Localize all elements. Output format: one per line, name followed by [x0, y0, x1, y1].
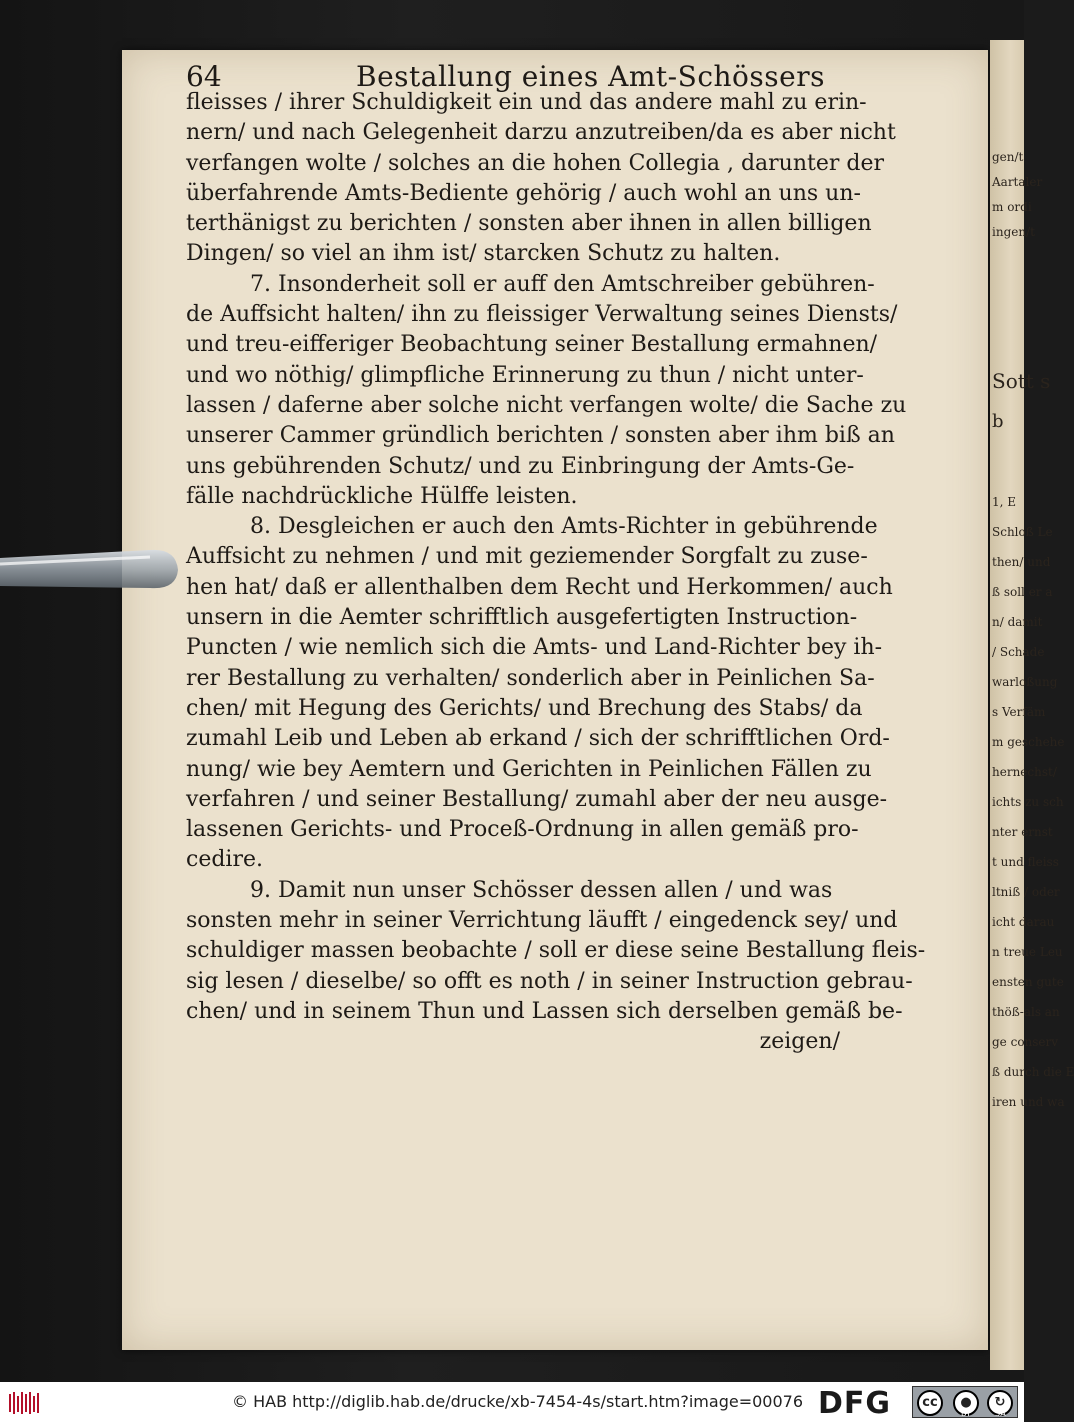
next-page-fragment: ltniß / oder [992, 885, 1060, 899]
text-line: fleisses / ihrer Schuldigkeit ein und das andere mahl zu erin- [186, 90, 867, 115]
page-number: 64 [186, 60, 222, 93]
next-page-fragment: t und fleiss [992, 855, 1059, 869]
next-page-fragment: Schloß Le [992, 525, 1053, 539]
cc-icon: cc [917, 1390, 943, 1416]
sa-label: SA [995, 1409, 1006, 1418]
text-line: nern/ und nach Gelegenheit darzu anzutreiben/da es aber nicht [186, 120, 896, 146]
text-line: de Auffsicht halten/ ihn zu fleissiger Verwaltung seines Diensts/ [186, 302, 898, 328]
next-page-fragment: gen/t [992, 150, 1024, 164]
text-line: schuldiger massen beobachte / soll er diese seine Bestallung fleis- [186, 938, 926, 964]
text-line: nung/ wie bey Aemtern und Gerichten in Peinlichen Fällen zu [186, 756, 872, 782]
text-line: zumahl Leib und Leben ab erkand / sich der schrifftlichen Ord- [186, 726, 890, 752]
text-line: Auffsicht zu nehmen / und mit geziemender Sorgfalt zu zuse- [186, 544, 868, 570]
paragraph-start: 8. Desgleichen er auch den Amts-Richter in gebührende [250, 514, 878, 540]
viewer-footer [0, 1382, 1024, 1422]
dfg-logo[interactable]: DFG [818, 1386, 892, 1421]
text-line: sig lesen / dieselbe/ so offt es noth / in seiner Instruction gebrau- [186, 968, 913, 994]
text-line: und treu-eifferiger Beobachtung seiner Bestallung ermahnen/ [186, 332, 878, 358]
next-page-fragment: n treue Leu [992, 945, 1063, 959]
next-page-fragment: ensten gute [992, 975, 1064, 989]
next-page-fragment: ge conserv [992, 1035, 1059, 1049]
running-head: Bestallung eines Amt-Schössers [356, 60, 825, 93]
text-line: Puncten / wie nemlich sich die Amts- und Land-Richter bey ih- [186, 635, 883, 661]
copyright-link[interactable]: © HAB http://diglib.hab.de/drucke/xb-7454-4s/start.htm?image=00076 [232, 1392, 803, 1411]
text-line: fälle nachdrückliche Hülffe leisten. [186, 483, 578, 509]
next-page-fragment: s Verfäm [992, 705, 1046, 719]
next-page-fragment: b [992, 411, 1004, 432]
text-line: rer Bestallung zu verhalten/ sonderlich aber in Peinlichen Sa- [186, 665, 875, 691]
text-line: lassen / daferne aber solche nicht verfangen wolte/ die Sache zu [186, 392, 907, 418]
next-page-fragment: ingen/t [992, 225, 1035, 239]
text-line: verfangen wolte / solches an die hohen Collegia , darunter der [186, 150, 884, 176]
by-label: BY [961, 1409, 971, 1418]
text-line: terthänigst zu berichten / sonsten aber ihnen in allen billigen [186, 211, 872, 237]
next-page-fragment: iren und wa [992, 1095, 1065, 1109]
next-page-fragment: icht darau [992, 915, 1055, 929]
text-line: verfahren / und seiner Bestallung/ zumahl aber der neu ausge- [186, 786, 888, 812]
next-page-fragment: Sott s [992, 369, 1051, 393]
next-page-fragment: thöß-als an [992, 1005, 1060, 1019]
next-page-fragment: ichts zu sch [992, 795, 1064, 809]
text-line: hen hat/ daß er allenthalben dem Recht und Herkommen/ auch [186, 574, 893, 600]
next-page-fragment: Aartaler [992, 175, 1043, 189]
next-page-fragment: n/ damit [992, 615, 1043, 629]
text-line: und wo nöthig/ glimpfliche Erinnerung zu thun / nicht unter- [186, 362, 864, 388]
text-line: überfahrende Amts-Bediente gehörig / auch wohl an uns un- [186, 180, 861, 206]
text-line: cedire. [186, 847, 263, 873]
paragraph-start: 7. Insonderheit soll er auff den Amtschreiber gebühren- [250, 271, 875, 297]
next-page-fragment: m ordi [992, 200, 1032, 214]
next-page-fragment: then/ und [992, 555, 1051, 569]
text-line: chen/ und in seinem Thun und Lassen sich derselben gemäß be- [186, 998, 903, 1024]
next-page-edge [990, 40, 1074, 1370]
hab-logo-icon[interactable] [8, 1390, 42, 1416]
catchword: zeigen/ [759, 1029, 840, 1055]
text-line: chen/ mit Hegung des Gerichts/ und Brechung des Stabs/ da [186, 695, 863, 721]
text-line: Dingen/ so viel an ihm ist/ starcken Schutz zu halten. [186, 241, 781, 267]
next-page-fragment: 1, E [992, 495, 1017, 509]
text-line: lassenen Gerichts- und Proceß-Ordnung in allen gemäß pro- [186, 817, 859, 843]
next-page-fragment: ß durch die E [992, 1065, 1074, 1079]
next-page-fragment: nter ernst [992, 825, 1053, 839]
next-page-fragment: m geschehe [992, 735, 1065, 749]
text-line: unsern in die Aemter schrifftlich ausgefertigten Instruction- [186, 605, 858, 631]
sa-share-alike-icon: ↻ [987, 1390, 1013, 1416]
paragraph-start: 9. Damit nun unser Schösser dessen allen / und was [250, 877, 833, 903]
next-page-fragment: ß soll er a [992, 585, 1053, 599]
cc-license-badge[interactable] [912, 1386, 1018, 1418]
next-page-fragment: warloßung [992, 675, 1058, 689]
text-line: sonsten mehr in seiner Verrichtung läufft / eingedenck sey/ und [186, 908, 898, 934]
by-attribution-icon: ● [953, 1390, 979, 1416]
next-page-fragment: / Schade [992, 645, 1045, 659]
page-clip [0, 540, 180, 610]
text-line: unserer Cammer gründlich berichten / sonsten aber ihm biß an [186, 423, 895, 449]
next-page-fragment: hernechst/ [992, 765, 1057, 779]
text-line: uns gebührenden Schutz/ und zu Einbringung der Amts-Ge- [186, 453, 855, 479]
body-text [186, 88, 926, 1058]
